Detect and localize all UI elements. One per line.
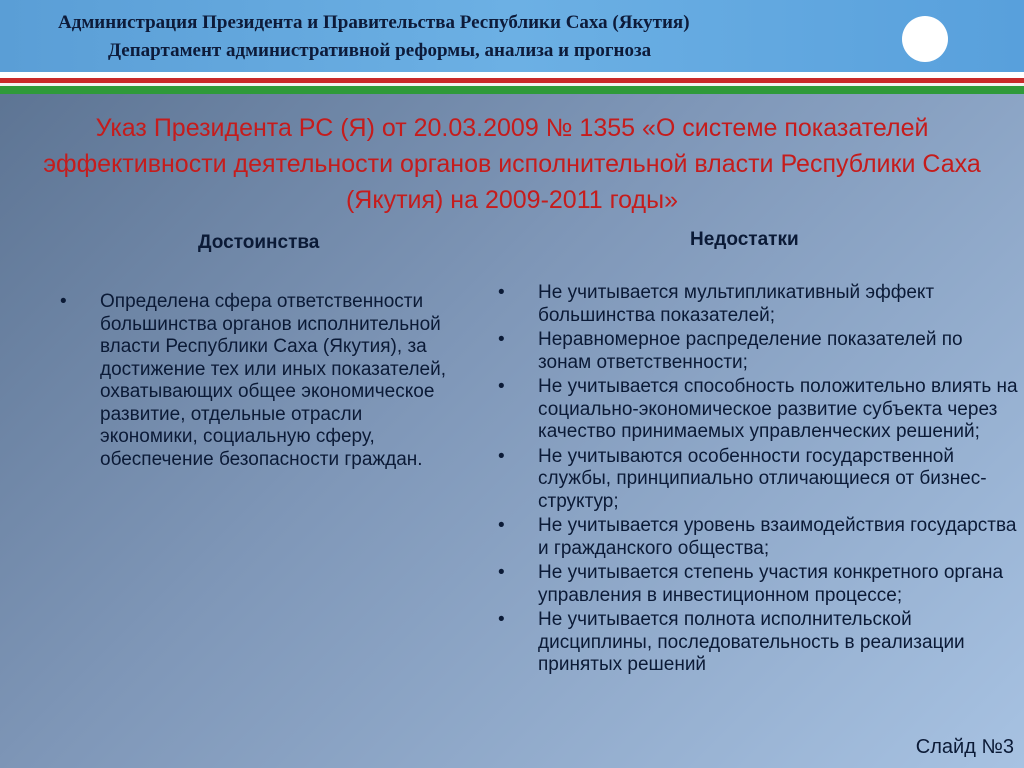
list-item-text: Не учитывается мультипликативный эффект большинства показателей;	[538, 282, 935, 326]
header-org-name: Администрация Президента и Правительства Республики Саха (Якутия)	[58, 12, 690, 33]
list-item-text: Не учитываются особенности государственной службы, принципиально отличающиеся от бизнес-структур;	[538, 445, 987, 512]
list-item	[498, 562, 1018, 607]
list-item-text: Неравномерное распределение показателей по зонам ответственности;	[538, 329, 963, 373]
bullet-icon: •	[498, 515, 505, 536]
bullet-icon: •	[498, 376, 505, 397]
bullet-icon: •	[60, 291, 67, 312]
white-circle-emblem	[902, 16, 948, 62]
bullet-icon: •	[498, 282, 505, 303]
slide-number: Слайд №3	[915, 736, 1014, 758]
list-item-text: Определена сфера ответственности большинства органов исполнительной власти Республики Саха (Якутия), за достижение тех или иных показателей, охватывающих общее экономическое развитие, отдельные отрасли экономики, социальную сферу, обеспечение безопасности граждан.	[100, 291, 447, 470]
disadvantages-heading: Недостатки	[690, 229, 799, 250]
bullet-icon: •	[498, 609, 505, 630]
list-item	[498, 376, 1018, 444]
disadvantages-list	[498, 282, 1018, 679]
list-item-text: Не учитывается способность положительно влиять на социально-экономическое развитие субъекта через качество принимаемых управленческих решений;	[538, 376, 1018, 442]
list-item-text: Не учитывается степень участия конкретного органа управления в инвестиционном процессе;	[538, 562, 1004, 606]
list-item	[498, 515, 1018, 560]
list-item	[60, 291, 460, 471]
header-bar	[0, 0, 1024, 72]
advantages-heading: Достоинства	[198, 232, 320, 253]
flag-stripe-green	[0, 86, 1024, 94]
list-item-text: Не учитывается полнота исполнительской дисциплины, последовательность в реализации принятых решений	[538, 609, 965, 675]
list-item	[498, 282, 1018, 327]
header-department: Департамент административной реформы, анализа и прогноза	[108, 40, 652, 61]
bullet-icon: •	[498, 445, 505, 467]
list-item	[498, 329, 1018, 374]
list-item	[498, 609, 1018, 677]
bullet-icon: •	[498, 562, 505, 583]
bullet-icon: •	[498, 329, 505, 350]
list-item	[498, 446, 1018, 514]
list-item-text: Не учитывается уровень взаимодействия государства и гражданского общества;	[538, 515, 1017, 559]
advantages-list	[60, 291, 460, 471]
slide-title: Указ Президента РС (Я) от 20.03.2009 № 1355 «О системе показателей эффективности деятельности органов исполнительной власти Республики Саха (Якутия) на 2009-2011 годы»	[43, 114, 981, 214]
